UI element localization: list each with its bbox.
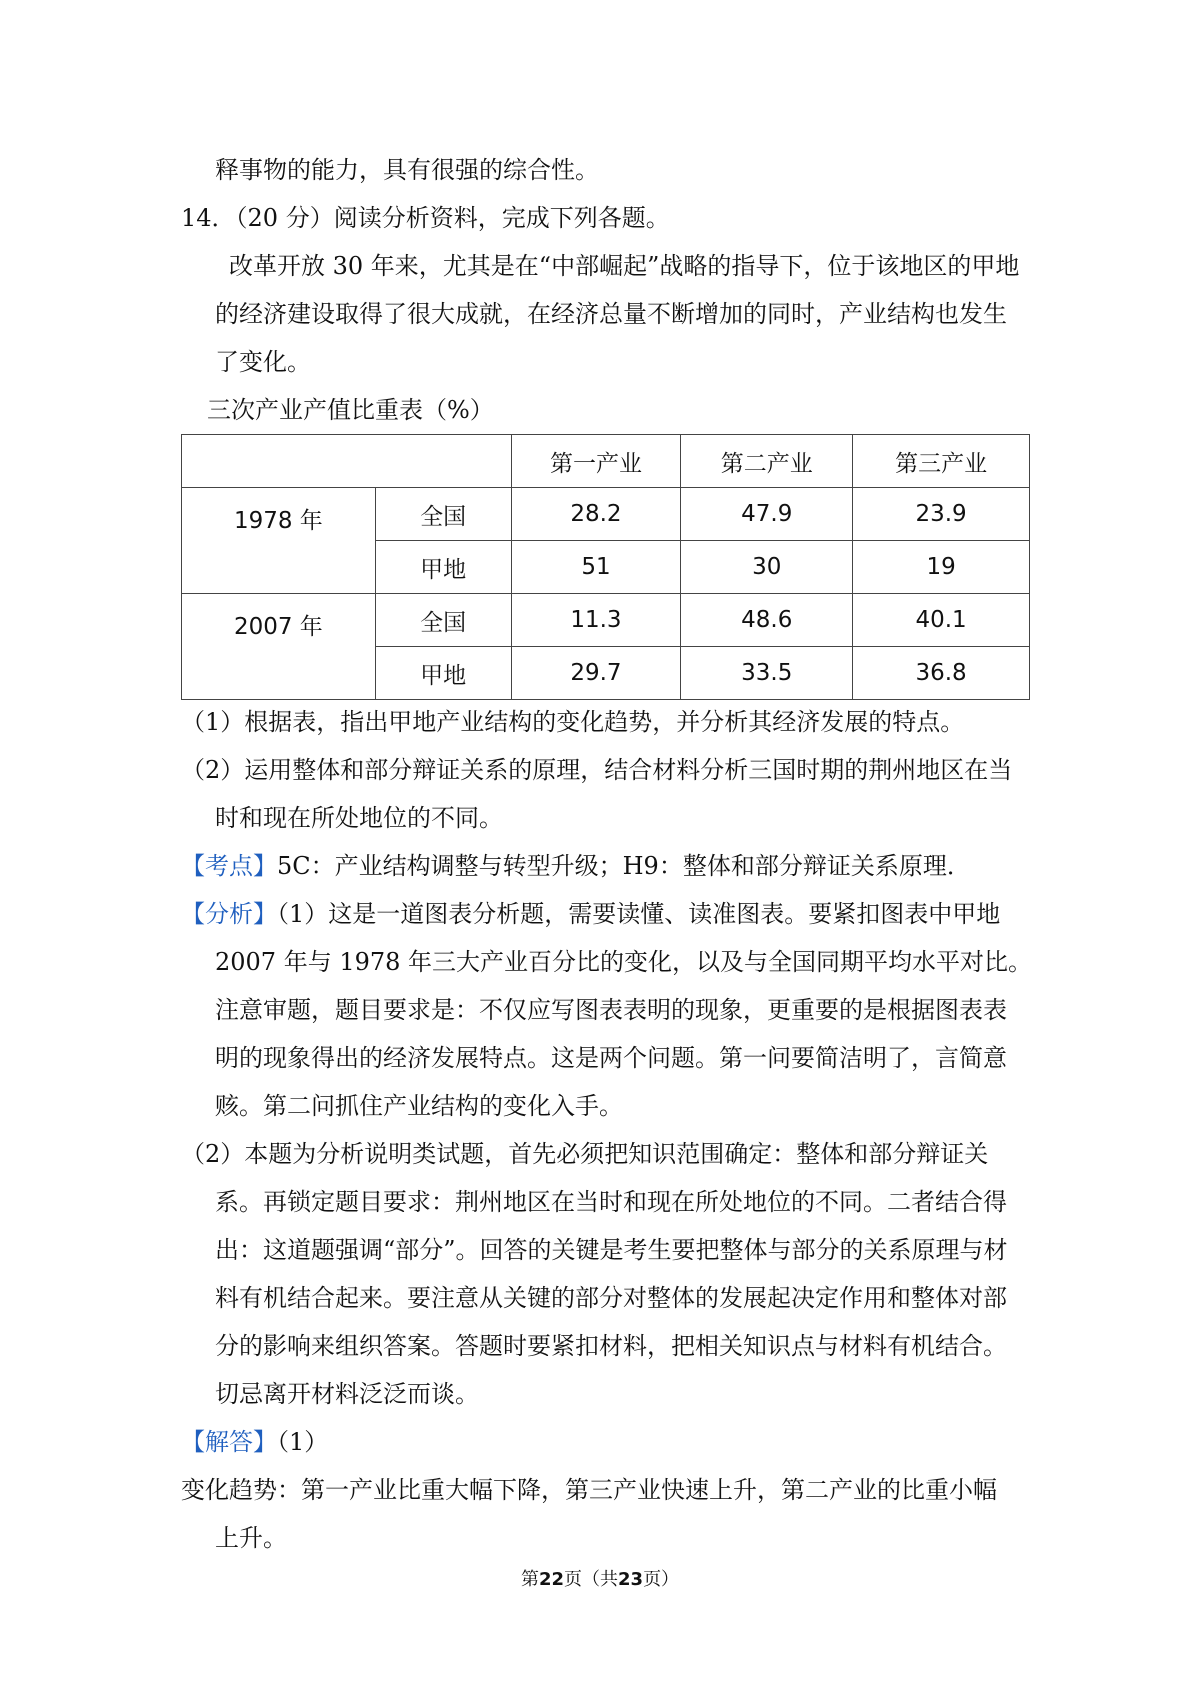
material-line-1: 改革开放 30 年来，尤其是在“中部崛起”战略的指导下，位于该地区的甲地: [229, 252, 1020, 280]
kaodian-text: 5C：产业结构调整与转型升级；H9：整体和部分辩证关系原理．: [277, 852, 971, 880]
fenxi-line-2: 2007 年与 1978 年三大产业百分比的变化，以及与全国同期平均水平对比。: [215, 948, 1033, 976]
fenxi-line-4: 明的现象得出的经济发展特点。这是两个问题。第一问要简洁明了，言简意: [215, 1044, 1007, 1072]
value-cell: 30: [681, 541, 853, 594]
footer-prefix: 第: [520, 1569, 539, 1590]
jieda-line-1: [181, 1426, 328, 1458]
value-cell: 47.9: [681, 488, 853, 541]
kaodian-label: 【考点】: [181, 852, 277, 880]
footer-middle: 页（共: [564, 1569, 618, 1590]
value-cell: 51: [511, 541, 681, 594]
region-cell: 甲地: [375, 647, 511, 700]
table-row: [182, 488, 1030, 541]
fenxi-line-3: 注意审题，题目要求是：不仅应写图表表明的现象，更重要的是根据图表表: [215, 996, 1007, 1024]
jieda-line-2: 变化趋势：第一产业比重大幅下降，第三产业快速上升，第二产业的比重小幅: [181, 1476, 997, 1504]
question-14-heading: 14．（20 分）阅读分析资料，完成下列各题。: [181, 204, 670, 232]
jieda-label: 【解答】: [181, 1428, 277, 1456]
industry-share-table: [181, 434, 1030, 700]
fenxi-line-11: 切忌离开材料泛泛而谈。: [215, 1380, 479, 1408]
region-cell: 全国: [375, 594, 511, 647]
value-cell: 36.8: [853, 647, 1030, 700]
fenxi-line-7: 系。再锁定题目要求：荆州地区在当时和现在所处地位的不同。二者结合得: [215, 1188, 1007, 1216]
value-cell: 23.9: [853, 488, 1030, 541]
jieda-part: （1）: [277, 1428, 329, 1456]
fenxi-label: 【分析】: [181, 900, 277, 928]
current-page-number: 22: [538, 1569, 564, 1590]
continued-text: 释事物的能力，具有很强的综合性。: [215, 156, 599, 184]
total-pages-number: 23: [618, 1569, 644, 1590]
sub-question-1: （1）根据表，指出甲地产业结构的变化趋势，并分析其经济发展的特点。: [181, 708, 965, 736]
table-header-primary: 第一产业: [511, 435, 681, 488]
jieda-line-3: 上升。: [215, 1524, 287, 1552]
fenxi-line-6: （2）本题为分析说明类试题，首先必须把知识范围确定：整体和部分辩证关: [181, 1140, 989, 1168]
table-title: 三次产业产值比重表（%）: [207, 396, 494, 424]
fenxi-text: （1）这是一道图表分析题，需要读懂、读准图表。要紧扣图表中甲地: [277, 900, 1001, 928]
table-header-row: [182, 435, 1030, 488]
value-cell: 28.2: [511, 488, 681, 541]
table-header-tertiary: 第三产业: [853, 435, 1030, 488]
fenxi-line-10: 分的影响来组织答案。答题时要紧扣材料，把相关知识点与材料有机结合。: [215, 1332, 1007, 1360]
region-cell: 全国: [375, 488, 511, 541]
sub-question-2-line-2: 时和现在所处地位的不同。: [215, 804, 503, 832]
page-footer: [0, 1565, 1200, 1591]
fenxi-line-9: 料有机结合起来。要注意从关键的部分对整体的发展起决定作用和整体对部: [215, 1284, 1007, 1312]
table-row: [182, 594, 1030, 647]
value-cell: 40.1: [853, 594, 1030, 647]
fenxi-line-1: [181, 898, 1000, 930]
region-cell: 甲地: [375, 541, 511, 594]
value-cell: 29.7: [511, 647, 681, 700]
footer-suffix: 页）: [643, 1569, 680, 1590]
fenxi-line-5: 赅。第二问抓住产业结构的变化入手。: [215, 1092, 623, 1120]
value-cell: 33.5: [681, 647, 853, 700]
table-header-secondary: 第二产业: [681, 435, 853, 488]
sub-question-2-line-1: （2）运用整体和部分辩证关系的原理，结合材料分析三国时期的荆州地区在当: [181, 756, 1013, 784]
value-cell: 19: [853, 541, 1030, 594]
table-header-corner: [182, 435, 512, 488]
material-line-3: 了变化。: [215, 348, 311, 376]
material-line-2: 的经济建设取得了很大成就，在经济总量不断增加的同时，产业结构也发生: [215, 300, 1007, 328]
year-cell-2007: 2007 年: [182, 594, 376, 700]
kaodian-line: [181, 850, 971, 882]
value-cell: 48.6: [681, 594, 853, 647]
fenxi-line-8: 出：这道题强调“部分”。回答的关键是考生要把整体与部分的关系原理与材: [215, 1236, 1008, 1264]
year-cell-1978: 1978 年: [182, 488, 376, 594]
value-cell: 11.3: [511, 594, 681, 647]
